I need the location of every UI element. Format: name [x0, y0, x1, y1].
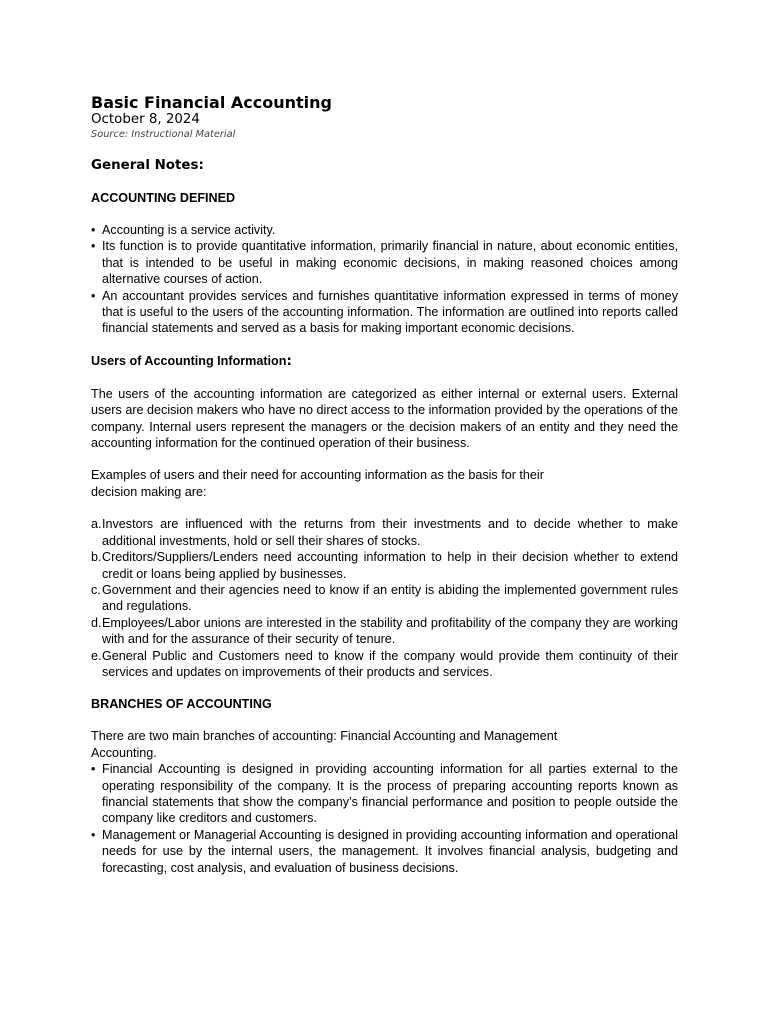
list-item [91, 582, 678, 615]
list-item [91, 288, 678, 337]
branches-intro: There are two main branches of accounting: Financial Accounting and Management Accounting. [91, 729, 558, 760]
examples-paragraph: Examples of users and their need for accounting information as the basis for their decision making are: [91, 468, 544, 499]
users-examples-list [91, 516, 678, 680]
users-heading-colon: : [286, 353, 292, 369]
list-item-text: Government and their agencies need to know if an entity is abiding the implemented government rules and regulations. [102, 582, 678, 614]
bullet-marker: • [91, 223, 96, 237]
list-item-text: Management or Managerial Accounting is designed in providing accounting information and operational needs for use by the internal users, the management. It involves financial analysis, budgeting and forecasting, cost analysis, and evaluation of business decisions. [102, 827, 678, 875]
list-item-text: Accounting is a service activity. [102, 223, 276, 237]
accounting-defined-heading: ACCOUNTING DEFINED [91, 191, 236, 205]
list-marker: a. [91, 517, 102, 532]
list-item-text: Investors are influenced with the returns from their investments and to decide whether to make additional investments, hold or sell their shares of stocks. [102, 517, 678, 548]
list-item-text: Financial Accounting is designed in providing accounting information for all parties external to the operating responsibility of the company. It is the process of preparing accounting reports known as financial statements that show the company’s financial performance and position to people outside the company like creditors and customers. [102, 762, 678, 826]
document-source: Source: Instructional Material [91, 129, 236, 140]
list-item [91, 615, 678, 648]
list-item-text: An accountant provides services and furnishes quantitative information expressed in terms of money that is useful to the users of the accounting information. The information are outlined into reports called financial statements and served as a basis for making important economic decisions. [102, 288, 678, 336]
branches-list [91, 761, 678, 876]
accounting-defined-list [91, 222, 678, 337]
users-heading [91, 353, 678, 370]
list-item [91, 222, 678, 238]
document-title: Basic Financial Accounting [91, 93, 332, 112]
document-date: October 8, 2024 [91, 112, 200, 127]
list-item [91, 648, 678, 681]
users-heading-text: Users of Accounting Information [91, 353, 287, 368]
general-notes-heading: General Notes: [91, 158, 204, 173]
bullet-marker: • [91, 762, 96, 777]
list-marker: b. [91, 550, 102, 565]
list-item-text: Its function is to provide quantitative information, primarily financial in nature, about economic entities, that is intended to be useful in making economic decisions, in making reasoned choices among alternative courses of action. [102, 239, 678, 287]
list-item-text: Employees/Labor unions are interested in the stability and profitability of the company they are working with and for the assurance of their security of tenure. [102, 615, 678, 647]
list-item-text: Creditors/Suppliers/Lenders need accounting information to help in their decision whether to extend credit or loans being applied by businesses. [102, 550, 678, 581]
document-page [91, 93, 678, 876]
list-item [91, 827, 678, 876]
branches-heading: BRANCHES OF ACCOUNTING [91, 697, 272, 712]
list-item [91, 238, 678, 287]
list-item [91, 549, 678, 582]
list-item [91, 516, 678, 549]
list-marker: e. [91, 648, 102, 663]
users-paragraph: The users of the accounting information are categorized as either internal or external users. External users are decision makers who have no direct access to the information provided by the operations of the company. Internal users represent the managers or the decision makers of an entity and they need the accounting information for the continued operation of their business. [91, 386, 678, 451]
bullet-marker: • [91, 288, 96, 303]
list-marker: c. [91, 582, 101, 597]
list-item-text: General Public and Customers need to know if the company would provide them continuity of their services and updates on improvements of their products and services. [102, 648, 678, 679]
list-item [91, 761, 678, 827]
bullet-marker: • [91, 827, 96, 842]
bullet-marker: • [91, 239, 96, 254]
list-marker: d. [91, 615, 102, 630]
